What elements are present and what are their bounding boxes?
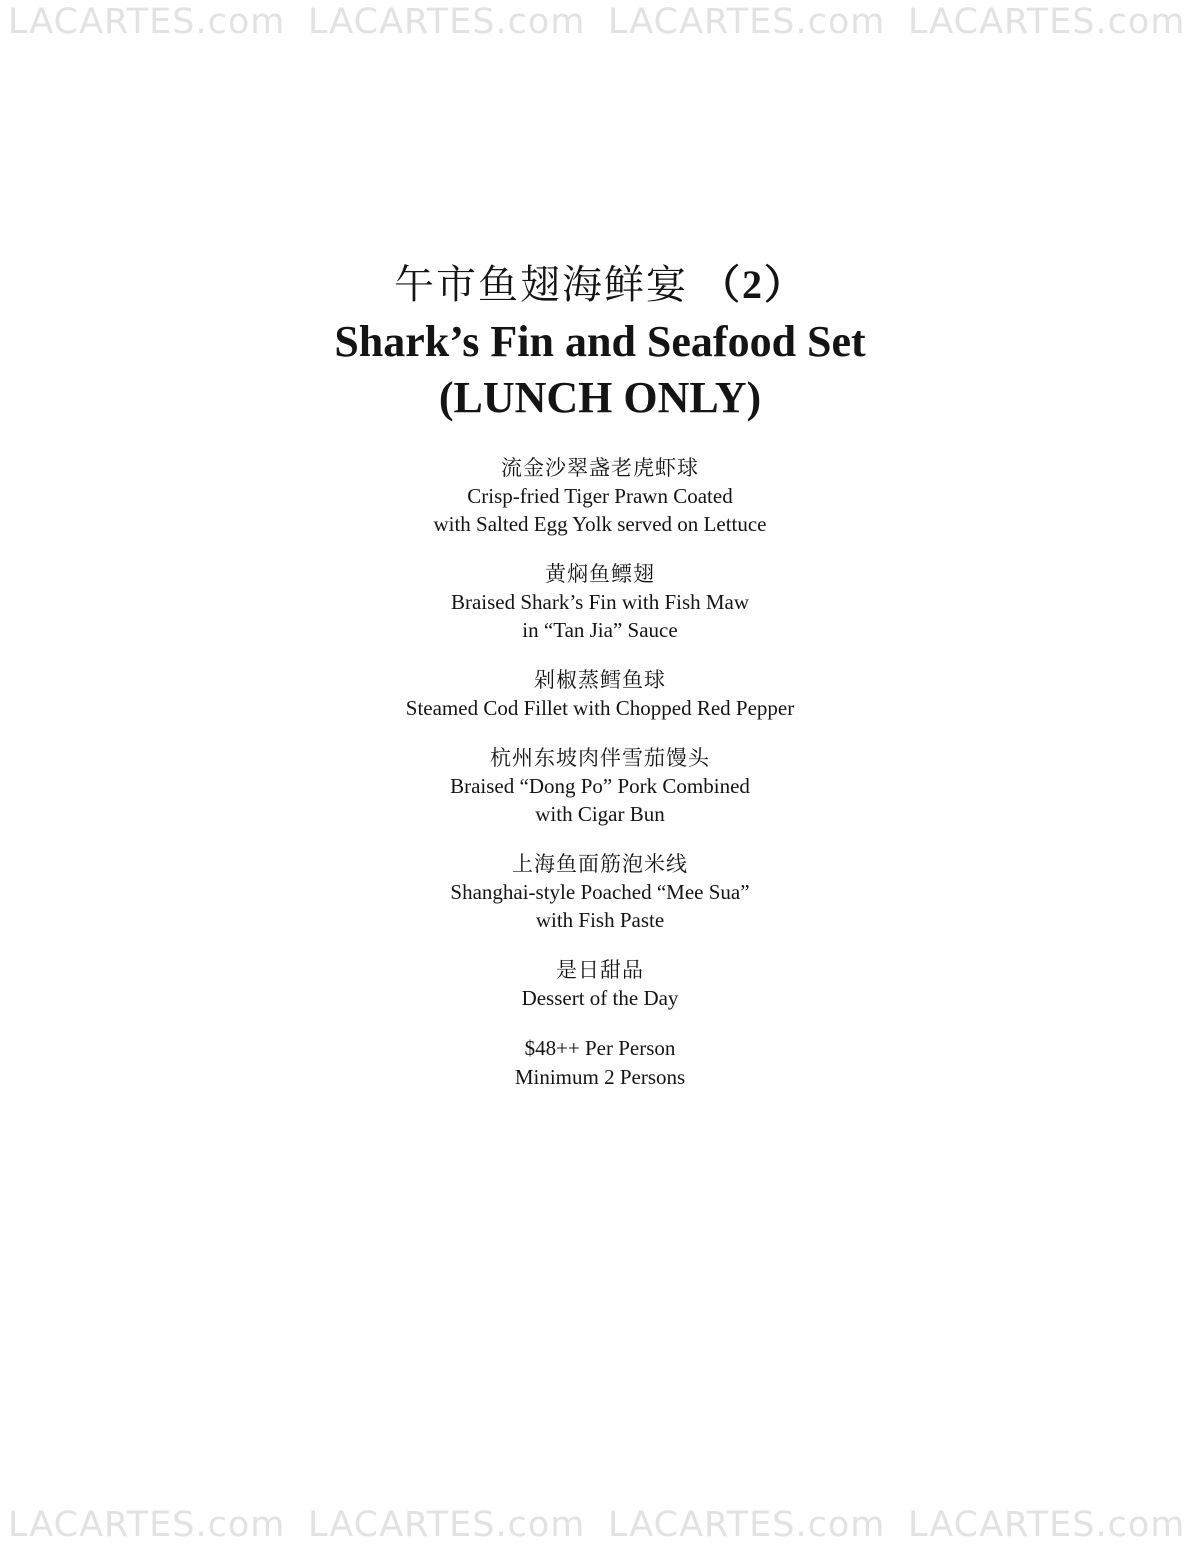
- course-name-english: Braised Shark’s Fin with Fish Maw: [450, 590, 750, 614]
- course-name-english: Crisp-fried Tiger Prawn Coated: [467, 484, 733, 508]
- watermark-top: [0, 2, 1200, 52]
- pricing: [0, 1034, 1200, 1092]
- menu-title-line-2: (LUNCH ONLY): [438, 373, 762, 422]
- menu-title-chinese: [0, 256, 1200, 314]
- course-name-english: Braised “Dong Po” Pork Combined: [450, 774, 750, 798]
- watermark-bottom: [0, 1505, 1200, 1555]
- course-name-chinese: 是日甜品: [556, 958, 644, 982]
- course-name-chinese: 黄焖鱼鳔翅: [545, 562, 655, 586]
- watermark-text: LACARTES.com: [8, 1505, 286, 1545]
- price-per-person: $48++ Per Person: [524, 1036, 676, 1060]
- watermark-text: LACARTES.com: [908, 2, 1186, 42]
- course-name-english: with Cigar Bun: [535, 802, 665, 826]
- minimum-persons: Minimum 2 Persons: [514, 1065, 686, 1089]
- menu-set-number: （2）: [700, 262, 806, 307]
- course-item: [0, 850, 1200, 934]
- course-name-english: Dessert of the Day: [521, 986, 679, 1010]
- course-item: [0, 744, 1200, 828]
- course-item: [0, 956, 1200, 1012]
- course-name-english: Shanghai-style Poached “Mee Sua”: [450, 880, 750, 904]
- menu-title-line-1: Shark’s Fin and Seafood Set: [334, 317, 866, 366]
- course-list: [0, 454, 1200, 1012]
- course-item: [0, 666, 1200, 722]
- menu-title-english: [0, 314, 1200, 426]
- menu-title-cn-text: 午市鱼翅海鲜宴: [394, 262, 688, 307]
- course-name-chinese: 上海鱼面筋泡米线: [512, 852, 688, 876]
- course-item: [0, 454, 1200, 538]
- course-name-chinese: 剁椒蒸鳕鱼球: [534, 668, 666, 692]
- course-name-english: Steamed Cod Fillet with Chopped Red Pepper: [405, 696, 795, 720]
- course-item: [0, 560, 1200, 644]
- watermark-text: LACARTES.com: [908, 1505, 1186, 1545]
- watermark-text: LACARTES.com: [608, 1505, 886, 1545]
- watermark-text: LACARTES.com: [308, 2, 586, 42]
- set-menu: [0, 256, 1200, 1092]
- course-name-chinese: 杭州东坡肉伴雪茄馒头: [490, 746, 710, 770]
- watermark-text: LACARTES.com: [308, 1505, 586, 1545]
- course-name-chinese: 流金沙翠盏老虎虾球: [501, 456, 699, 480]
- watermark-text: LACARTES.com: [8, 2, 286, 42]
- watermark-text: LACARTES.com: [608, 2, 886, 42]
- course-name-english: in “Tan Jia” Sauce: [522, 618, 678, 642]
- course-name-english: with Salted Egg Yolk served on Lettuce: [433, 512, 767, 536]
- course-name-english: with Fish Paste: [535, 908, 665, 932]
